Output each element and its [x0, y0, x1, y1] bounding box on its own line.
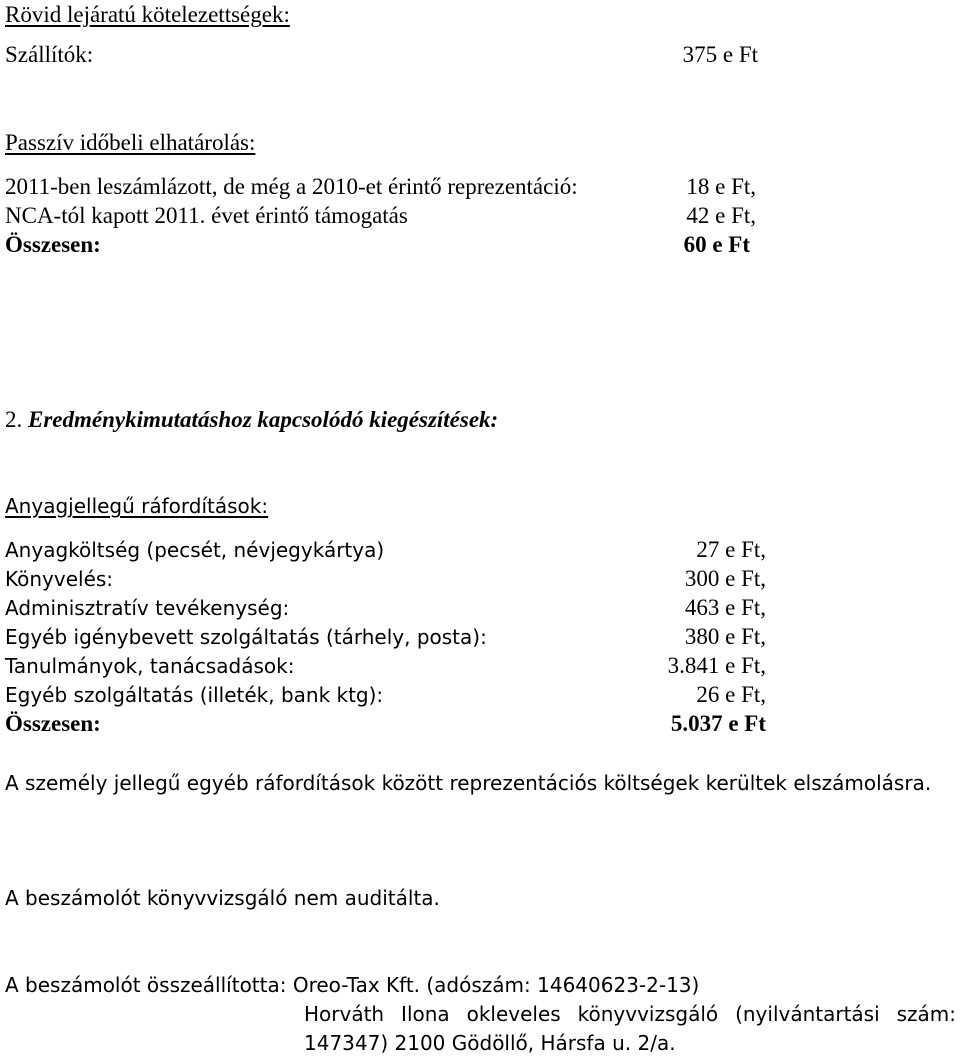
expense-row-value: 3.841 e Ft,: [667, 653, 766, 678]
expense-row-label: Egyéb szolgáltatás (illeték, bank ktg):: [5, 683, 384, 707]
expense-row-label: Adminisztratív tevékenység:: [5, 596, 290, 620]
expense-row-value: 300 e Ft,: [684, 566, 766, 591]
expense-row-label: Egyéb igénybevett szolgáltatás (tárhely, posta):: [5, 625, 487, 649]
accrual-row-label: 2011-ben leszámlázott, de még a 2010-et érintő reprezentáció:: [5, 174, 578, 199]
prepared-by-note: A beszámolót összeállította: Oreo-Tax Kft. (adószám: 14640623-2-13): [5, 973, 700, 997]
material-expenses-heading: Anyagjellegű ráfordítások:: [5, 494, 269, 518]
section-heading: [5, 406, 498, 434]
expense-row-label: Tanulmányok, tanácsadások:: [5, 654, 295, 678]
accruals-total-label: Összesen:: [5, 232, 101, 257]
suppliers-label: Szállítók:: [5, 42, 94, 67]
section-title: Eredménykimutatáshoz kapcsolódó kiegészítések:: [28, 407, 499, 432]
audit-note: A beszámolót könyvvizsgáló nem auditálta.: [5, 886, 440, 910]
accrual-row-value: 18 e Ft,: [686, 174, 756, 199]
expense-row-label: Könyvelés:: [5, 567, 114, 591]
expense-row-value: 27 e Ft,: [696, 537, 766, 562]
material-total-label: Összesen:: [5, 711, 101, 736]
expense-row-value: 26 e Ft,: [696, 682, 766, 707]
short-term-liabilities-heading: Rövid lejáratú kötelezettségek:: [5, 2, 290, 27]
auditor-address-line: 147347) 2100 Gödöllő, Hársfa u. 2/a.: [304, 1031, 676, 1055]
accruals-heading: Passzív időbeli elhatárolás:: [5, 130, 256, 155]
accrual-row-value: 42 e Ft,: [686, 203, 756, 228]
expense-row-value: 463 e Ft,: [684, 595, 766, 620]
expense-row-label: Anyagköltség (pecsét, névjegykártya): [5, 538, 385, 562]
accrual-row-label: NCA-tól kapott 2011. évet érintő támogatás: [5, 203, 408, 228]
auditor-details-line: Horváth Ilona okleveles könyvvizsgáló (nyilvántartási szám:: [304, 1002, 956, 1026]
accruals-total-value: 60 e Ft: [683, 232, 750, 257]
section-number: 2.: [5, 407, 23, 432]
suppliers-value: 375 e Ft: [682, 42, 758, 67]
personnel-note: A személy jellegű egyéb ráfordítások között reprezentációs költségek kerültek elszámolásra.: [5, 771, 932, 795]
material-total-value: 5.037 e Ft: [670, 711, 766, 736]
expense-row-value: 380 e Ft,: [684, 624, 766, 649]
